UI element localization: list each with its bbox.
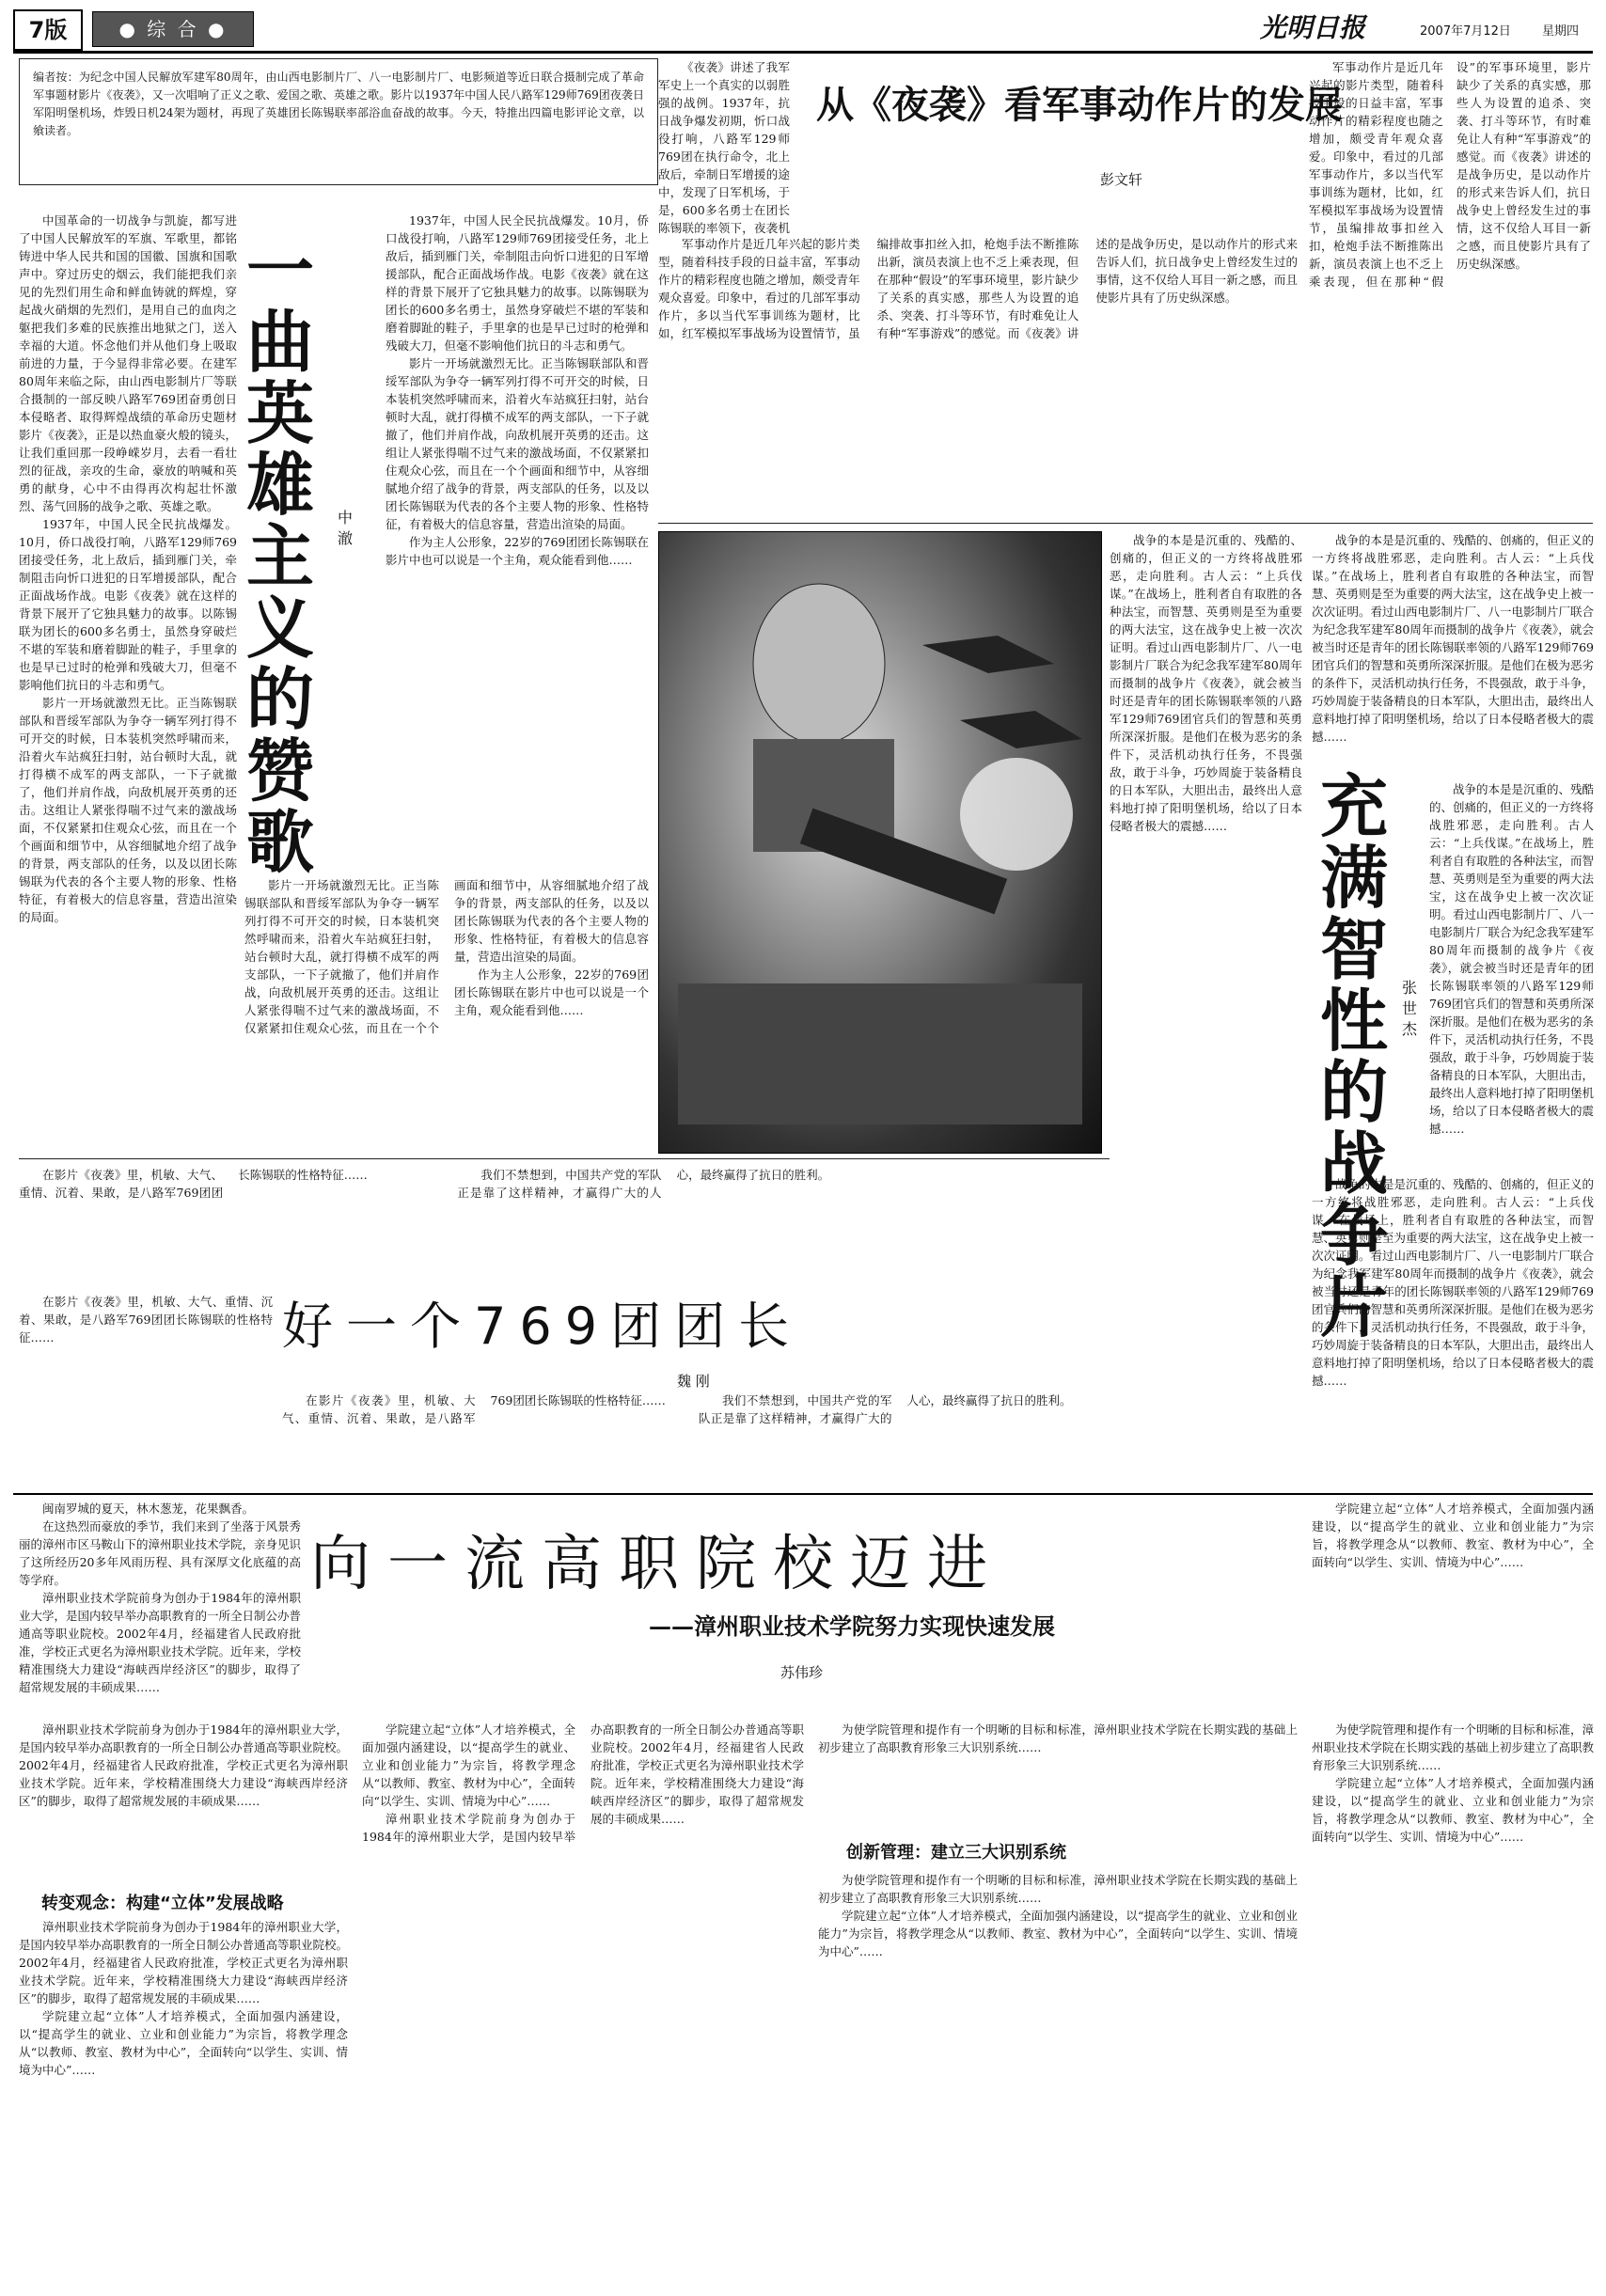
article5-right-top xyxy=(1312,1500,1594,1716)
article2-author: 彭文轩 xyxy=(1100,171,1143,188)
issue-date: 2007年7月12日 xyxy=(1420,24,1511,39)
article1-paragraph: 1937年，中国人民全民抗战爆发。10月，侨口战役打响，八路军129师769团接受任务，北上敌后，插到雁门关，牵制阻击向忻口进犯的日军增援部队，配合正面战场作战。电影《夜袭》就在这样的背景下展开了它独具魅力的故事。以陈锡联为团长的600多名勇士，虽然身穿破烂不堪的军装和磨着脚趾的鞋子，手里拿的也是早已过时的枪弹和残破大刀，但毫不影响他们抗日的斗志和勇气。 xyxy=(19,517,237,692)
article4-paragraph: 在影片《夜袭》里，机敏、大气、重情、沉着、果敢，是八路军769团团长陈锡联的性格特征…… xyxy=(19,1295,273,1345)
section-label-text: ● 综 合 ● xyxy=(118,18,228,40)
article4-paragraph: 在影片《夜袭》里，机敏、大气、重情、沉着、果敢，是八路军769团团长陈锡联的性格特征…… xyxy=(282,1393,666,1425)
article3-author: 张世杰 xyxy=(1401,979,1417,1038)
article1-paragraph: 影片一开场就激烈无比。正当陈锡联部队和晋绥军部队为争夺一辆军列打得不可开交的时候，日本装机突然呼啸而来，沿着火车站疯狂扫射，站台顿时大乱，就打得横不成军的两支部队，一下子就撤了，他们并肩作战，向敌机展开英勇的还击。这组让人紧张得喘不过气来的激战场面，不仅紧紧扣住观众心弦，而且在一个个画面和细节中，从容细腻地介绍了战争的背景，两支部队的任务，以及以团长陈锡联为代表的各个主要人物的形象、性格特征，有着极大的信息容量，营造出渲染的局面。 xyxy=(386,356,649,531)
issue-weekday: 星期四 xyxy=(1542,24,1580,39)
article5-col3-top xyxy=(818,1721,1298,1824)
article5-paragraph: 为使学院管理和提作有一个明晰的目标和标准，漳州职业技术学院在长期实践的基础上初步建立了高职教育形象三大识别系统…… xyxy=(818,1873,1298,1905)
article5-paragraph: 在这热烈而豪放的季节，我们来到了坐落于风景秀丽的漳州市区马鞍山下的漳州职业技术学院，亲身见识了这所经历20多年风雨历程、具有深厚文化底蕴的高等学府。 xyxy=(19,1519,301,1587)
article1-paragraph: 影片一开场就激烈无比。正当陈锡联部队和晋绥军部队为争夺一辆军列打得不可开交的时候，日本装机突然呼啸而来，沿着火车站疯狂扫射，站台顿时大乱，就打得横不成军的两支部队，一下子就撤了，他们并肩作战，向敌机展开英勇的还击。这组让人紧张得喘不过气来的激战场面，不仅紧紧扣住观众心弦，而且在一个个画面和细节中，从容细腻地介绍了战争的背景，两支部队的任务，以及以团长陈锡联为代表的各个主要人物的形象、性格特征，有着极大的信息容量，营造出渲染的局面。 xyxy=(244,878,649,1035)
article4-paragraph: 在影片《夜袭》里，机敏、大气、重情、沉着、果敢，是八路军769团团长陈锡联的性格特征…… xyxy=(19,1168,368,1200)
article2-side-column xyxy=(1309,58,1591,519)
article1-author: 中 澈 xyxy=(337,509,353,547)
article5-paragraph: 学院建立起“立体”人才培养模式，全面加强内涵建设，以“提高学生的就业、立业和创业能力”为宗旨，将教学理念从“以教师、教室、教材为中心”，全面转向“以学生、实训、情境为中心”…… xyxy=(818,1909,1298,1958)
article1-paragraph: 作为主人公形象，22岁的769团团长陈锡联在影片中也可以说是一个主角，观众能看到他…… xyxy=(454,967,649,1017)
article5-paragraph: 漳州职业技术学院前身为创办于1984年的漳州职业大学，是国内较早举办高职教育的一所全日制公办普通高等职业院校。2002年4月，经福建省人民政府批准，学校正式更名为漳州职业技术学院。近年来，学校精准围绕大力建设“海峡西岸经济区”的脚步，取得了超常规发展的丰硕成果…… xyxy=(19,1722,348,1808)
masthead: 光明日报 xyxy=(1260,12,1366,43)
article5-col2 xyxy=(362,1721,804,2285)
article5-section2-heading: 创新管理：建立三大识别系统 xyxy=(846,1843,1066,1863)
article2-intro xyxy=(658,58,790,237)
article5-paragraph: 学院建立起“立体”人才培养模式，全面加强内涵建设，以“提高学生的就业、立业和创业能力”为宗旨，将教学理念从“以教师、教室、教材为中心”，全面转向“以学生、实训、情境为中心”…… xyxy=(1312,1502,1594,1569)
article3-paragraph: 战争的本是是沉重的、残酷的、创痛的，但正义的一方终将战胜邪恶，走向胜利。古人云：“上兵伐谋。”在战场上，胜利者自有取胜的各种法宝，而智慧、英勇则是至为重要的两大法宝，这在战争史上被一次次证明。看过山西电影制片厂、八一电影制片厂联合为纪念我军建军80周年而摄制的战争片《夜袭》，就会被当时还是青年的团长陈锡联率领的八路军129师769团官兵们的智慧和英勇所深深折服。是他们在极为恶劣的条件下，灵活机动执行任务，不畏强敌，敢于斗争，巧妙周旋于装备精良的日本军队，大胆出击，最终出人意料地打掉了阳明堡机场，给以了日本侵略者极大的震撼…… xyxy=(1312,1177,1594,1388)
section-label xyxy=(92,11,254,47)
article4-body-left xyxy=(19,1293,273,1486)
article3-paragraph: 战争的本是是沉重的、残酷的、创痛的，但正义的一方终将战胜邪恶，走向胜利。古人云：“上兵伐谋。”在战场上，胜利者自有取胜的各种法宝，而智慧、英勇则是至为重要的两大法宝，这在战争史上被一次次证明。看过山西电影制片厂、八一电影制片厂联合为纪念我军建军80周年而摄制的战争片《夜袭》，就会被当时还是青年的团长陈锡联率领的八路军129师769团官兵们的智慧和英勇所深深折服。是他们在极为恶劣的条件下，灵活机动执行任务，不畏强敌，敢于斗争，巧妙周旋于装备精良的日本军队，大胆出击，最终出人意料地打掉了阳明堡机场，给以了日本侵略者极大的震撼…… xyxy=(1312,533,1594,744)
article5-col1-lower xyxy=(19,1918,348,2285)
article2-body xyxy=(658,235,1298,512)
article1-paragraph: 1937年，中国人民全民抗战爆发。10月，侨口战役打响，八路军129师769团接受任务，北上敌后，插到雁门关，牵制阻击向忻口进犯的日军增援部队，配合正面战场作战。电影《夜袭》就在这样的背景下展开了它独具魅力的故事。以陈锡联为团长的600多名勇士，虽然身穿破烂不堪的军装和磨着脚趾的鞋子，手里拿的也是早已过时的枪弹和残破大刀，但毫不影响他们抗日的斗志和勇气。 xyxy=(386,213,649,353)
article3-title: 充满智性的战争片 xyxy=(1319,767,1388,1346)
article2-title: 从《夜袭》看军事动作片的发展 xyxy=(816,84,1343,127)
editor-note-text: 编者按：为纪念中国人民解放军建军80周年，由山西电影制片厂、八一电影制片厂、电影频道等近日联合摄制完成了革命军事题材影片《夜袭》，又一次唱响了正义之歌、爱国之歌、英雄之歌。影片以1937年中国人民八路军129师769团夜袭日军阳明堡机场，炸毁日机24架为题材，再现了英雄团长陈锡联率部浴血奋战的故事。今天，特推出四篇电影评论文章，以飨读者。 xyxy=(33,71,644,137)
article5-author: 苏伟珍 xyxy=(780,1664,824,1681)
editor-note xyxy=(19,58,658,185)
article4-body-top xyxy=(19,1166,1100,1288)
article1-body-right xyxy=(386,212,649,870)
article4-paragraph: 我们不禁想到，中国共产党的军队正是靠了这样精神，才赢得广大的人心，最终赢得了抗日的胜利。 xyxy=(699,1393,1072,1425)
article5-paragraph: 学院建立起“立体”人才培养模式，全面加强内涵建设，以“提高学生的就业、立业和创业能力”为宗旨，将教学理念从“以教师、教室、教材为中心”，全面转向“以学生、实训、情境为中心”…… xyxy=(362,1722,575,1808)
article5-paragraph: 漳州职业技术学院前身为创办于1984年的漳州职业大学，是国内较早举办高职教育的一所全日制公办普通高等职业院校。2002年4月，经福建省人民政府批准，学校正式更名为漳州职业技术学院。近年来，学校精准围绕大力建设“海峡西岸经济区”的脚步，取得了超常规发展的丰硕成果…… xyxy=(19,1920,348,2005)
article3-paragraph: 战争的本是是沉重的、残酷的、创痛的，但正义的一方终将战胜邪恶，走向胜利。古人云：“上兵伐谋。”在战场上，胜利者自有取胜的各种法宝，而智慧、英勇则是至为重要的两大法宝，这在战争史上被一次次证明。看过山西电影制片厂、八一电影制片厂联合为纪念我军建军80周年而摄制的战争片《夜袭》，就会被当时还是青年的团长陈锡联率领的八路军129师769团官兵们的智慧和英勇所深深折服。是他们在极为恶劣的条件下，灵活机动执行任务，不畏强敌，敢于斗争，巧妙周旋于装备精良的日本军队，大胆出击，最终出人意料地打掉了阳明堡机场，给以了日本侵略者极大的震撼…… xyxy=(1110,533,1302,833)
article5-col3 xyxy=(818,1871,1298,2285)
article4-body-bottom xyxy=(282,1392,1100,1486)
article5-intro xyxy=(19,1500,301,1716)
article2-paragraph: 《夜袭》讲述了我军军史上一个真实的以弱胜强的战例。1937年，抗日战争爆发初期，忻口战役打响，八路军129师769团在执行命令，北上敌后，牵制日军增援的途中，发现了日军机场，于是，600多名勇士在团长陈锡联的率领下，夜袭机 xyxy=(658,60,790,235)
page-number: 7版 xyxy=(28,17,68,43)
article2-paragraph: 军事动作片是近几年兴起的影片类型，随着科技手段的日益丰富，军事动作片的精彩程度也随之增加，颇受青年观众喜爱。印象中，看过的几部军事动作片，多以当代军事训练为题材，比如，红军模拟军事战场为设置情节，虽编排故事扣丝入扣，枪炮手法不断推陈出新，演员表演上也不乏上乘表现，但在那种“假设”的军事环境里，影片缺少了关系的真实感，那些人为设置的追杀、突袭、打斗等环节，有时难免让人有种“军事游戏”的感觉。而《夜袭》讲述的是战争历史，是以动作片的形式来告诉人们，抗日战争史上曾经发生过的事情，这不仅给人耳目一新之感，而且使影片具有了历史纵深感。 xyxy=(658,237,1298,340)
article4-paragraph: 我们不禁想到，中国共产党的军队正是靠了这样精神，才赢得广大的人心，最终赢得了抗日的胜利。 xyxy=(457,1168,830,1200)
article1-body-bottom xyxy=(244,876,649,1156)
film-still-photo xyxy=(658,531,1102,1154)
article5-paragraph: 闽南罗城的夏天，林木葱茏，花果飘香。 xyxy=(42,1502,255,1516)
article1-body-left xyxy=(19,212,237,1156)
article3-body xyxy=(1110,531,1302,1486)
article1-paragraph: 影片一开场就激烈无比。正当陈锡联部队和晋绥军部队为争夺一辆军列打得不可开交的时候，日本装机突然呼啸而来，沿着火车站疯狂扫射，站台顿时大乱，就打得横不成军的两支部队，一下子就撤了，他们并肩作战，向敌机展开英勇的还击。这组让人紧张得喘不过气来的激战场面，不仅紧紧扣住观众心弦，而且在一个个画面和细节中，从容细腻地介绍了战争的背景，两支部队的任务，以及以团长陈锡联为代表的各个主要人物的形象、性格特征，有着极大的信息容量，营造出渲染的局面。 xyxy=(19,696,237,924)
article5-paragraph: 漳州职业技术学院前身为创办于1984年的漳州职业大学，是国内较早举办高职教育的一所全日制公办普通高等职业院校。2002年4月，经福建省人民政府批准，学校正式更名为漳州职业技术学院。近年来，学校精准围绕大力建设“海峡西岸经济区”的脚步，取得了超常规发展的丰硕成果…… xyxy=(19,1591,301,1694)
article5-subtitle: ——漳州职业技术学院努力实现快速发展 xyxy=(649,1612,1055,1640)
rule xyxy=(19,1158,1110,1159)
header-rule xyxy=(13,51,1593,54)
article5-paragraph: 为使学院管理和提作有一个明晰的目标和标准，漳州职业技术学院在长期实践的基础上初步建立了高职教育形象三大识别系统…… xyxy=(1312,1722,1594,1772)
article3-body-right xyxy=(1312,531,1594,776)
article4-author: 魏 刚 xyxy=(677,1373,710,1390)
article5-paragraph: 学院建立起“立体”人才培养模式，全面加强内涵建设，以“提高学生的就业、立业和创业能力”为宗旨，将教学理念从“以教师、教室、教材为中心”，全面转向“以学生、实训、情境为中心”…… xyxy=(19,2009,348,2077)
article5-paragraph: 学院建立起“立体”人才培养模式，全面加强内涵建设，以“提高学生的就业、立业和创业能力”为宗旨，将教学理念从“以教师、教室、教材为中心”，全面转向“以学生、实训、情境为中心”…… xyxy=(1312,1776,1594,1844)
article5-col4 xyxy=(1312,1721,1594,2285)
article5-section1-heading: 转变观念：构建“立体”发展战略 xyxy=(41,1894,284,1913)
article5-col1 xyxy=(19,1721,348,1815)
article2-paragraph: 军事动作片是近几年兴起的影片类型，随着科技手段的日益丰富，军事动作片的精彩程度也随之增加，颇受青年观众喜爱。印象中，看过的几部军事动作片，多以当代军事训练为题材，比如，红军模拟军事战场为设置情节，虽编排故事扣丝入扣，枪炮手法不断推陈出新，演员表演上也不乏上乘表现，但在那种“假设”的军事环境里，影片缺少了关系的真实感，那些人为设置的追杀、突袭、打斗等环节，有时难免让人有种“军事游戏”的感觉。而《夜袭》讲述的是战争历史，是以动作片的形式来告诉人们，抗日战争史上曾经发生过的事情，这不仅给人耳目一新之感，而且使影片具有了历史纵深感。 xyxy=(1309,60,1591,289)
article3-body-lower xyxy=(1312,1175,1594,1486)
article5-paragraph: 漳州职业技术学院前身为创办于1984年的漳州职业大学，是国内较早举办高职教育的一所全日制公办普通高等职业院校。2002年4月，经福建省人民政府批准，学校正式更名为漳州职业技术学院。近年来，学校精准围绕大力建设“海峡西岸经济区”的脚步，取得了超常规发展的丰硕成果…… xyxy=(362,1722,804,1844)
film-still-art xyxy=(659,532,1101,1153)
article1-paragraph: 中国革命的一切战争与凯旋，都写进了中国人民解放军的军旗、军歌里，都铭铸进中华人民共和国的国徽、国旗和国歌声中。穿过历史的烟云，我们能把我们亲见的先烈们用生命和鲜血铸就的辉煌，穿起战火硝烟的先烈们，是用自己的血肉之躯把我们多难的民族推出地狱之门，送入幸福的大道。怀念他们并从他们身上吸取前进的力量，于今显得非常必要。在建军80周年来临之际，由山西电影制片厂等联合摄制的一部反映八路军769团奋勇创日本侵略者、取得辉煌战绩的革命历史题材影片《夜袭》，正是以热血豪火般的镜头，让我们重回那一段峥嵘岁月，去看一看壮烈的征战，亲攻的生命，豪放的呐喊和英勇的献身，心中不由得再次构起壮怀激烈、荡气回肠的战争之歌、英雄之歌。 xyxy=(19,213,237,513)
page-number-box xyxy=(13,9,83,51)
article5-title: 向一流高职院校迈进 xyxy=(310,1530,1004,1599)
article1-title: 一曲英雄主义的赞歌 xyxy=(245,231,314,882)
article1-paragraph: 作为主人公形象，22岁的769团团长陈锡联在影片中也可以说是一个主角，观众能看到他…… xyxy=(386,535,649,567)
article3-body-narrow xyxy=(1429,780,1594,1166)
article3-paragraph: 战争的本是是沉重的、残酷的、创痛的，但正义的一方终将战胜邪恶，走向胜利。古人云：“上兵伐谋。”在战场上，胜利者自有取胜的各种法宝，而智慧、英勇则是至为重要的两大法宝，这在战争史上被一次次证明。看过山西电影制片厂、八一电影制片厂联合为纪念我军建军80周年而摄制的战争片《夜袭》，就会被当时还是青年的团长陈锡联率领的八路军129师769团官兵们的智慧和英勇所深深折服。是他们在极为恶劣的条件下，灵活机动执行任务，不畏强敌，敢于斗争，巧妙周旋于装备精良的日本军队，大胆出击，最终出人意料地打掉了阳明堡机场，给以了日本侵略者极大的震撼…… xyxy=(1429,782,1594,1136)
article5-paragraph: 为使学院管理和提作有一个明晰的目标和标准，漳州职业技术学院在长期实践的基础上初步建立了高职教育形象三大识别系统…… xyxy=(818,1722,1298,1754)
rule xyxy=(658,523,1593,524)
article4-title: 好一个769团团长 xyxy=(282,1297,803,1356)
section-divider xyxy=(13,1493,1593,1495)
